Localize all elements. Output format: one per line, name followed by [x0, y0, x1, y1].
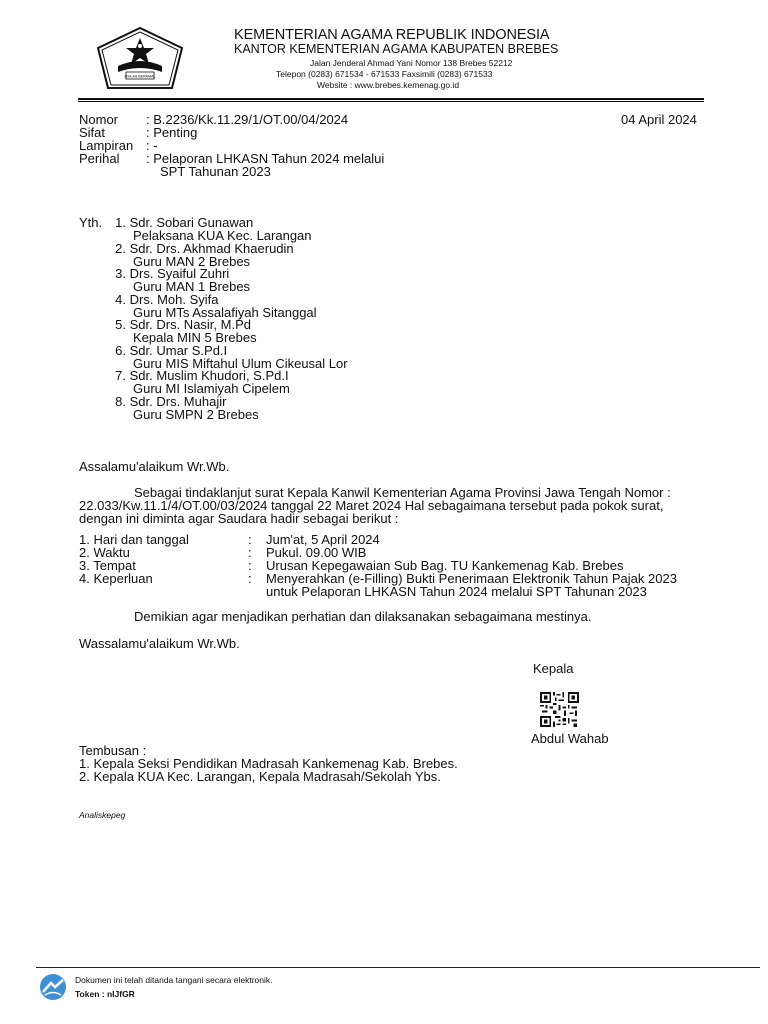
detail-label: 2. Waktu	[79, 545, 130, 560]
lampiran-label: Lampiran	[79, 138, 134, 153]
sifat-value: : Penting	[146, 125, 198, 140]
recipient-role: Guru SMPN 2 Brebes	[133, 406, 259, 422]
farewell: Wassalamu'alaikum Wr.Wb.	[79, 636, 240, 651]
paragraph-line: Sebagai tindaklanjut surat Kepala Kanwil Kementerian Agama Provinsi Jawa Tengah Nomor :	[134, 485, 671, 500]
perihal-label: Perihal	[79, 151, 120, 166]
recipient-name: Sdr. Drs. Nasir, M.Pd	[129, 317, 251, 332]
recipient-name: Drs. Syaiful Zuhri	[129, 266, 230, 281]
office-name: KANTOR KEMENTERIAN AGAMA KABUPATEN BREBES	[234, 42, 559, 56]
recipient-num: 4.	[115, 291, 126, 307]
detail-label: 1. Hari dan tanggal	[79, 532, 189, 547]
cc-item: 1. Kepala Seksi Pendidikan Madrasah Kankemenag Kab. Brebes.	[79, 756, 458, 771]
ministry-name: KEMENTERIAN AGAMA REPUBLIK INDONESIA	[234, 27, 550, 43]
detail-colon: :	[248, 532, 252, 547]
paragraph-line: dengan ini diminta agar Saudara hadir sebagai berikut :	[79, 511, 399, 526]
nomor-label: Nomor	[79, 112, 119, 127]
detail-value: Menyerahkan (e-Filling) Bukti Penerimaan Elektronik Tahun Pajak 2023	[266, 571, 677, 586]
recipient-item	[112, 267, 348, 293]
recipient-role: Guru MIS Miftahul Ulum Cikeusal Lor	[133, 355, 348, 371]
footer-rule	[36, 967, 760, 968]
recipient-num: 3.	[115, 266, 126, 281]
recipient-item	[112, 369, 348, 395]
recipient-name: Sdr. Drs. Akhmad Khaerudin	[129, 240, 294, 256]
detail-colon: :	[248, 571, 252, 586]
office-website: Website : www.brebes.kemenag.go.id	[317, 80, 460, 90]
lampiran-value: : -	[146, 138, 158, 153]
detail-value-cont: untuk Pelaporan LHKASN Tahun 2024 melalui SPT Tahunan 2023	[266, 584, 647, 599]
office-address: Jalan Jenderal Ahmad Yani Nomor 138 Brebes 52212	[310, 58, 513, 68]
recipient-name: Sdr. Drs. Muhajir	[129, 393, 227, 409]
ministry-emblem-icon	[96, 26, 184, 90]
recipient-item	[112, 293, 348, 319]
perihal-value-cont: SPT Tahunan 2023	[160, 164, 271, 179]
letter-date: 04 April 2024	[621, 112, 697, 127]
detail-colon: :	[248, 545, 252, 560]
nomor-value: : B.2236/Kk.11.29/1/OT.00/04/2024	[146, 112, 349, 127]
signatory-title: Kepala	[533, 661, 574, 676]
esign-token: Token : nIJfGR	[75, 989, 135, 999]
recipient-name: Sdr. Muslim Khudori, S.Pd.I	[129, 368, 289, 383]
recipient-name: Sdr. Umar S.Pd.I	[129, 342, 228, 358]
recipient-item	[112, 395, 348, 421]
recipient-role: Kepala MIN 5 Brebes	[133, 330, 257, 345]
detail-value: Urusan Kepegawaian Sub Bag. TU Kankemenag Kab. Brebes	[266, 558, 624, 573]
recipient-num: 7.	[115, 368, 126, 383]
yth-label: Yth.	[79, 215, 103, 230]
cc-item: 2. Kepala KUA Kec. Larangan, Kepala Madrasah/Sekolah Ybs.	[79, 769, 441, 784]
esign-icon	[36, 972, 70, 1002]
recipient-item	[112, 242, 348, 268]
detail-label: 4. Keperluan	[79, 571, 153, 586]
recipient-name: Drs. Moh. Syifa	[129, 291, 219, 307]
sifat-label: Sifat	[79, 125, 106, 140]
cc-heading: Tembusan :	[79, 743, 147, 758]
detail-value: Jum'at, 5 April 2024	[266, 532, 380, 547]
esign-note: Dokumen ini telah ditanda tangani secara elektronik.	[75, 975, 273, 985]
recipient-num: 1.	[115, 215, 126, 230]
detail-colon: :	[248, 558, 252, 573]
recipient-name: Sdr. Sobari Gunawan	[129, 215, 254, 230]
recipient-role: Guru MAN 1 Brebes	[133, 279, 251, 294]
ministry-logo	[96, 26, 184, 90]
recipient-role: Guru MTs Assalafiyah Sitanggal	[133, 304, 317, 320]
recipient-num: 5.	[115, 317, 126, 332]
greeting: Assalamu'alaikum Wr.Wb.	[79, 459, 230, 474]
office-phone: Telepon (0283) 671534 - 671533 Faxsimili (0283) 671533	[276, 69, 493, 79]
recipient-item	[112, 216, 348, 242]
recipient-num: 8.	[115, 393, 126, 409]
recipient-num: 2.	[115, 240, 126, 256]
logo-motto: IKHLAS BERAMAL	[124, 74, 156, 79]
perihal-value: : Pelaporan LHKASN Tahun 2024 melalui	[146, 151, 385, 166]
recipient-role: Pelaksana KUA Kec. Larangan	[133, 228, 312, 243]
author-code: Analiskepeg	[79, 810, 126, 820]
qr-code	[540, 692, 579, 727]
detail-value: Pukul. 09.00 WIB	[266, 545, 367, 560]
recipient-list	[112, 216, 348, 420]
recipient-num: 6.	[115, 342, 126, 358]
recipient-role: Guru MI Islamiyah Cipelem	[133, 381, 290, 396]
closing-paragraph: Demikian agar menjadikan perhatian dan dilaksanakan sebagaimana mestinya.	[134, 609, 592, 624]
recipient-role: Guru MAN 2 Brebes	[133, 253, 251, 269]
detail-label: 3. Tempat	[79, 558, 136, 573]
recipient-item	[112, 344, 348, 370]
letterhead-rule	[78, 98, 704, 100]
paragraph-line: 22.033/Kw.11.1/4/OT.00/03/2024 tanggal 22 Maret 2024 Hal sebagaimana tersebut pada pokok surat,	[79, 498, 664, 513]
letterhead-rule-thin	[78, 101, 704, 102]
recipient-item	[112, 318, 348, 344]
signatory-name: Abdul Wahab	[531, 731, 609, 746]
